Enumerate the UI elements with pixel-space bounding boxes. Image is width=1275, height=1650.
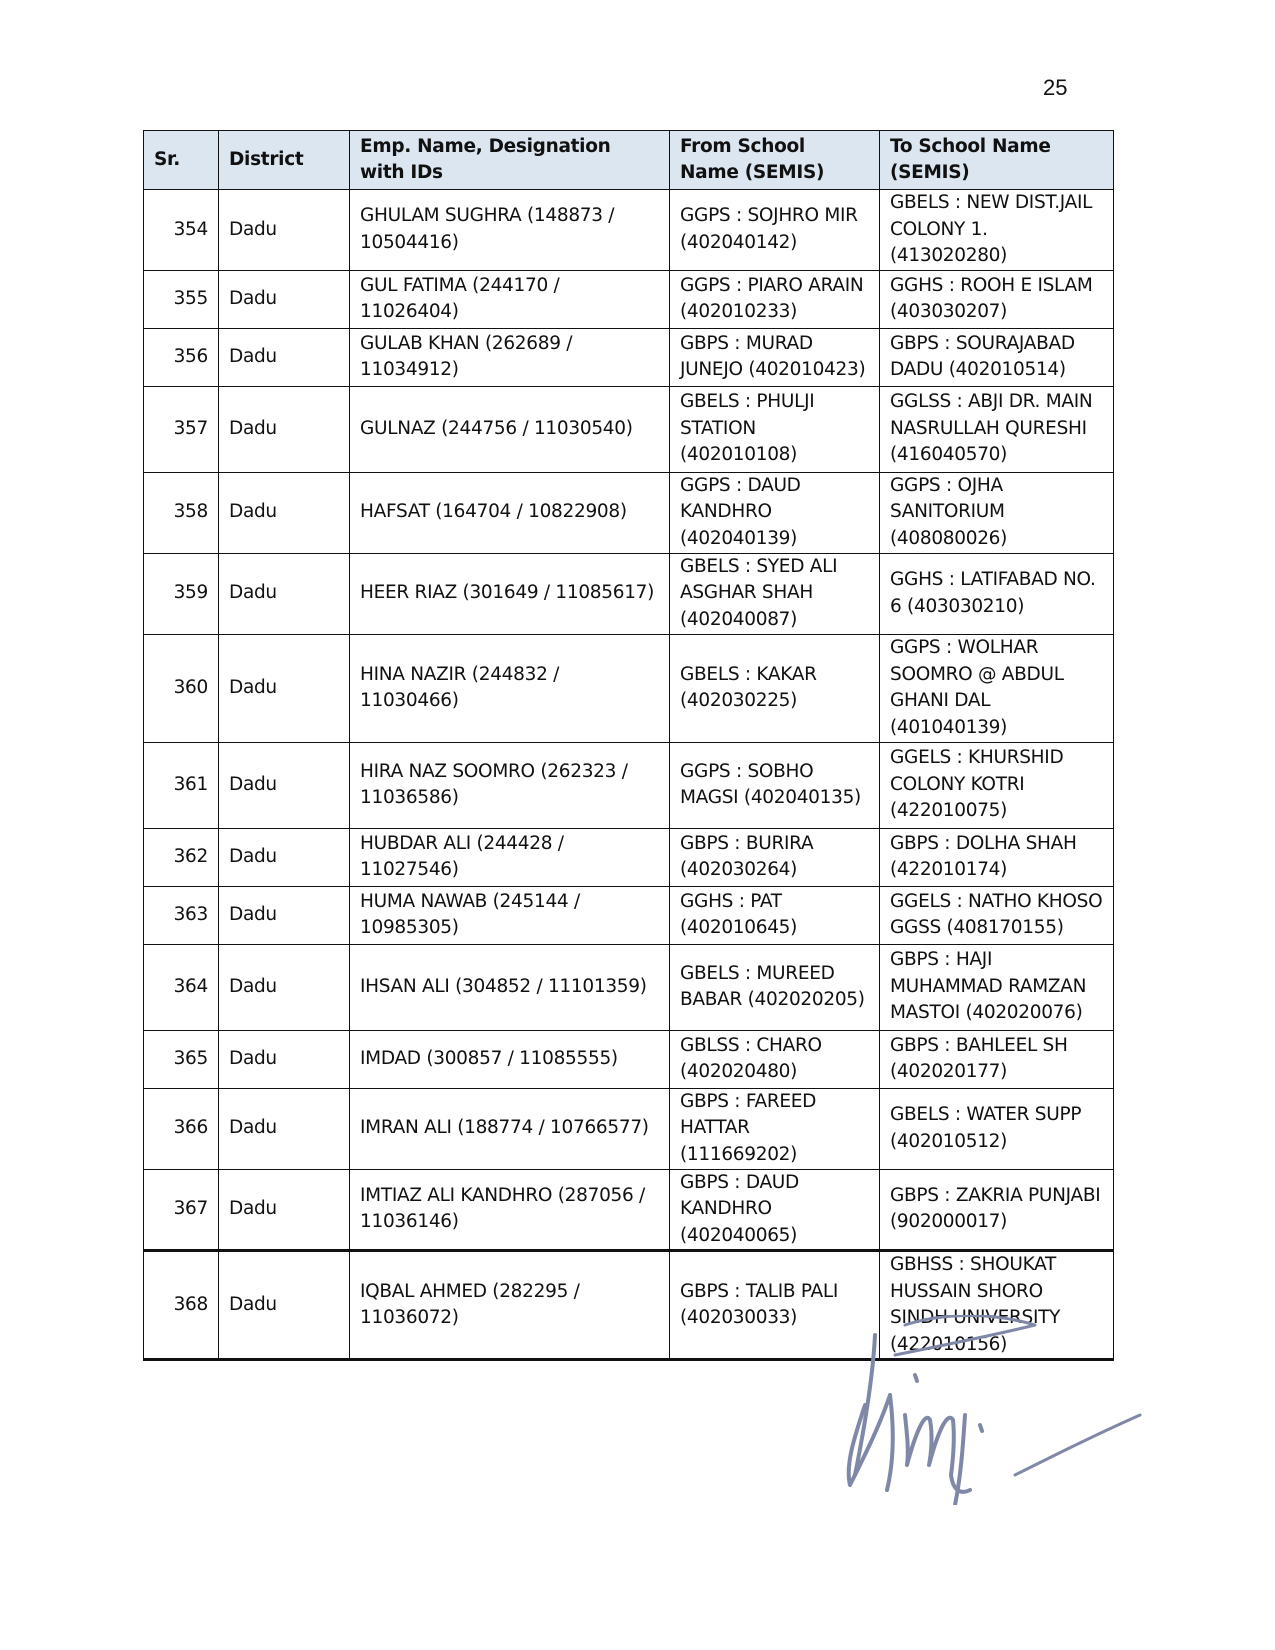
cell-from-school: GBPS : DAUD KANDHRO (402040065) <box>670 1169 880 1251</box>
cell-from-school: GGHS : PAT (402010645) <box>670 886 880 944</box>
cell-from-school: GBPS : BURIRA (402030264) <box>670 828 880 886</box>
header-sr: Sr. <box>144 131 219 190</box>
cell-employee: HUMA NAWAB (245144 / 10985305) <box>350 886 670 944</box>
cell-district: Dadu <box>219 742 350 828</box>
cell-district: Dadu <box>219 944 350 1030</box>
cell-from-school: GBPS : FAREED HATTAR (111669202) <box>670 1088 880 1169</box>
signature-image <box>835 1315 1145 1505</box>
cell-district: Dadu <box>219 634 350 742</box>
table-row <box>144 386 1114 472</box>
cell-district: Dadu <box>219 1030 350 1088</box>
cell-to-school: GGHS : ROOH E ISLAM (403030207) <box>880 270 1114 328</box>
cell-employee: GULNAZ (244756 / 11030540) <box>350 386 670 472</box>
cell-to-school: GBPS : HAJI MUHAMMAD RAMZAN MASTOI (402020076) <box>880 944 1114 1030</box>
cell-employee: GHULAM SUGHRA (148873 / 10504416) <box>350 190 670 271</box>
cell-sr: 368 <box>144 1251 219 1360</box>
cell-from-school: GBELS : SYED ALI ASGHAR SHAH (402040087) <box>670 553 880 634</box>
cell-sr: 357 <box>144 386 219 472</box>
cell-from-school: GGPS : PIARO ARAIN (402010233) <box>670 270 880 328</box>
header-district: District <box>219 131 350 190</box>
cell-employee: GUL FATIMA (244170 / 11026404) <box>350 270 670 328</box>
cell-district: Dadu <box>219 386 350 472</box>
table-header-row <box>144 131 1114 190</box>
cell-to-school: GBHSS : SHOUKAT HUSSAIN SHORO SINDH UNIVERSITY (422010156) <box>880 1251 1114 1360</box>
cell-to-school: GGLSS : ABJI DR. MAIN NASRULLAH QURESHI (416040570) <box>880 386 1114 472</box>
table-row <box>144 886 1114 944</box>
cell-employee: GULAB KHAN (262689 / 11034912) <box>350 328 670 386</box>
cell-sr: 358 <box>144 472 219 553</box>
cell-district: Dadu <box>219 553 350 634</box>
transfer-table <box>143 130 1114 1361</box>
cell-sr: 360 <box>144 634 219 742</box>
cell-sr: 354 <box>144 190 219 271</box>
cell-from-school: GBLSS : CHARO (402020480) <box>670 1030 880 1088</box>
cell-sr: 359 <box>144 553 219 634</box>
cell-from-school: GBELS : MUREED BABAR (402020205) <box>670 944 880 1030</box>
cell-district: Dadu <box>219 828 350 886</box>
cell-to-school: GGHS : LATIFABAD NO. 6 (403030210) <box>880 553 1114 634</box>
cell-to-school: GBELS : WATER SUPP (402010512) <box>880 1088 1114 1169</box>
cell-employee: HUBDAR ALI (244428 / 11027546) <box>350 828 670 886</box>
cell-sr: 362 <box>144 828 219 886</box>
cell-to-school: GBELS : NEW DIST.JAIL COLONY 1. (413020280) <box>880 190 1114 271</box>
cell-sr: 364 <box>144 944 219 1030</box>
cell-to-school: GGPS : OJHA SANITORIUM (408080026) <box>880 472 1114 553</box>
cell-to-school: GBPS : ZAKRIA PUNJABI (902000017) <box>880 1169 1114 1251</box>
table-row <box>144 553 1114 634</box>
cell-to-school: GBPS : DOLHA SHAH (422010174) <box>880 828 1114 886</box>
cell-sr: 367 <box>144 1169 219 1251</box>
cell-employee: IQBAL AHMED (282295 / 11036072) <box>350 1251 670 1360</box>
cell-from-school: GBELS : KAKAR (402030225) <box>670 634 880 742</box>
cell-sr: 363 <box>144 886 219 944</box>
cell-employee: IMDAD (300857 / 11085555) <box>350 1030 670 1088</box>
cell-sr: 366 <box>144 1088 219 1169</box>
table-row <box>144 742 1114 828</box>
cell-employee: HAFSAT (164704 / 10822908) <box>350 472 670 553</box>
table-row <box>144 190 1114 271</box>
page-number: 25 <box>1043 75 1068 100</box>
cell-district: Dadu <box>219 1251 350 1360</box>
cell-employee: IMRAN ALI (188774 / 10766577) <box>350 1088 670 1169</box>
cell-to-school: GGELS : NATHO KHOSO GGSS (408170155) <box>880 886 1114 944</box>
cell-employee: HEER RIAZ (301649 / 11085617) <box>350 553 670 634</box>
cell-employee: HINA NAZIR (244832 / 11030466) <box>350 634 670 742</box>
cell-sr: 356 <box>144 328 219 386</box>
cell-sr: 365 <box>144 1030 219 1088</box>
cell-to-school: GBPS : BAHLEEL SH (402020177) <box>880 1030 1114 1088</box>
cell-from-school: GBELS : PHULJI STATION (402010108) <box>670 386 880 472</box>
table-row <box>144 328 1114 386</box>
cell-sr: 355 <box>144 270 219 328</box>
table-row <box>144 1088 1114 1169</box>
cell-employee: HIRA NAZ SOOMRO (262323 / 11036586) <box>350 742 670 828</box>
cell-sr: 361 <box>144 742 219 828</box>
cell-district: Dadu <box>219 190 350 271</box>
cell-to-school: GGPS : WOLHAR SOOMRO @ ABDUL GHANI DAL (401040139) <box>880 634 1114 742</box>
cell-from-school: GGPS : SOJHRO MIR (402040142) <box>670 190 880 271</box>
cell-district: Dadu <box>219 270 350 328</box>
table-row <box>144 944 1114 1030</box>
table-row <box>144 1030 1114 1088</box>
cell-employee: IMTIAZ ALI KANDHRO (287056 / 11036146) <box>350 1169 670 1251</box>
table-row <box>144 1169 1114 1251</box>
cell-from-school: GBPS : TALIB PALI (402030033) <box>670 1251 880 1360</box>
header-to-school: To School Name (SEMIS) <box>880 131 1114 190</box>
cell-from-school: GGPS : SOBHO MAGSI (402040135) <box>670 742 880 828</box>
table-row <box>144 472 1114 553</box>
cell-employee: IHSAN ALI (304852 / 11101359) <box>350 944 670 1030</box>
cell-district: Dadu <box>219 328 350 386</box>
cell-from-school: GGPS : DAUD KANDHRO (402040139) <box>670 472 880 553</box>
cell-to-school: GGELS : KHURSHID COLONY KOTRI (422010075) <box>880 742 1114 828</box>
table-row <box>144 270 1114 328</box>
cell-to-school: GBPS : SOURAJABAD DADU (402010514) <box>880 328 1114 386</box>
header-employee: Emp. Name, Designation with IDs <box>350 131 670 190</box>
cell-district: Dadu <box>219 1169 350 1251</box>
cell-district: Dadu <box>219 472 350 553</box>
header-from-school: From School Name (SEMIS) <box>670 131 880 190</box>
cell-from-school: GBPS : MURAD JUNEJO (402010423) <box>670 328 880 386</box>
table-row <box>144 828 1114 886</box>
table-row <box>144 634 1114 742</box>
cell-district: Dadu <box>219 886 350 944</box>
cell-district: Dadu <box>219 1088 350 1169</box>
